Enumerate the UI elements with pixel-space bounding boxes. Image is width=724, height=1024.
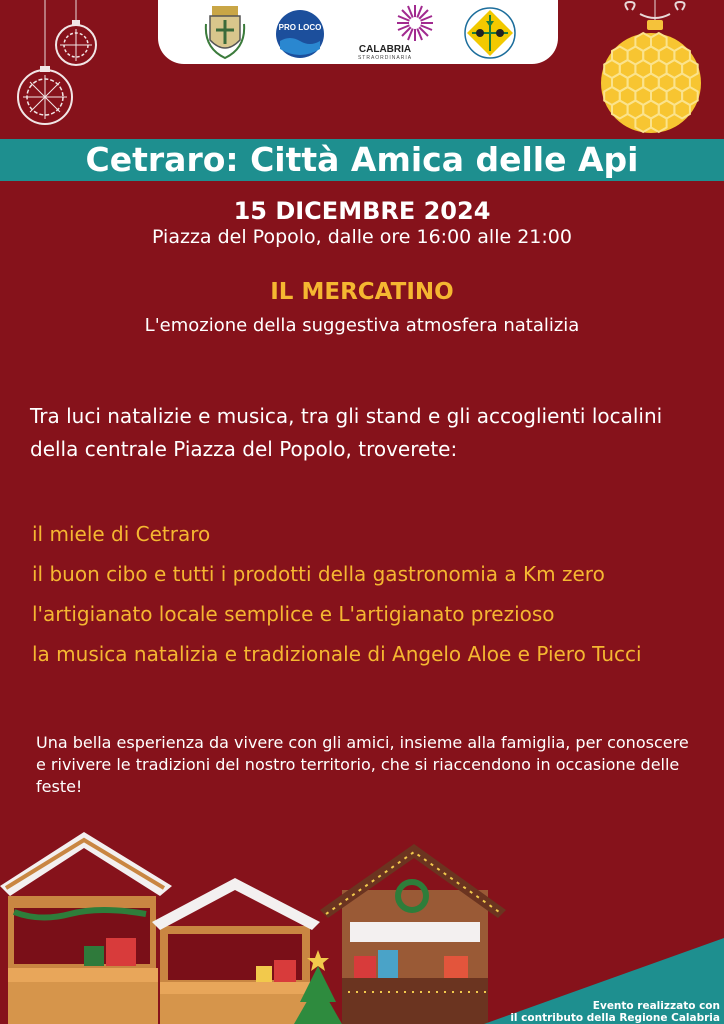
offer-list: [32, 518, 712, 678]
list-item: il miele di Cetraro: [32, 522, 211, 546]
pro-loco-logo-icon: [275, 9, 325, 59]
svg-text:PRO LOCO: PRO LOCO: [278, 23, 322, 32]
event-place: Piazza del Popolo, dalle ore 16:00 alle 21:00: [152, 226, 572, 248]
hanging-ornaments-icon: [14, 0, 104, 140]
market-stalls-illustration-icon: [0, 826, 520, 1024]
coat-of-arms-logo-icon: [204, 4, 246, 60]
intro-paragraph: Tra luci natalizie e musica, tra gli stand e gli accoglienti localini della centrale Piazza del Popolo, troverete:: [30, 404, 663, 461]
list-item: l'artigianato locale semplice e L'artigianato prezioso: [32, 602, 555, 626]
section-heading: IL MERCATINO: [270, 279, 454, 305]
event-date: 15 DICEMBRE 2024: [233, 197, 491, 225]
honeycomb-ornament-icon: [598, 0, 704, 136]
section-tagline: L'emozione della suggestiva atmosfera natalizia: [144, 315, 580, 336]
list-item: la musica natalizia e tradizionale di Angelo Aloe e Piero Tucci: [32, 642, 642, 666]
footer-line-2: il contributo della Regione Calabria: [510, 1012, 720, 1024]
calabria-label: CALABRIA: [358, 44, 412, 55]
footer-line-1: Evento realizzato con: [592, 1000, 720, 1012]
regione-calabria-logo-icon: [464, 7, 516, 59]
list-item: il buon cibo e tutti i prodotti della gastronomia a Km zero: [32, 562, 605, 586]
footer-credit: [470, 1000, 720, 1024]
closing-paragraph: Una bella esperienza da vivere con gli amici, insieme alla famiglia, per conoscere e rivivere le tradizioni del nostro territorio, che si riaccendono in occasione delle feste!: [36, 733, 689, 796]
calabria-sublabel: STRAORDINARIA: [357, 55, 413, 61]
calabria-logo-icon: [392, 2, 438, 44]
event-title: Cetraro: Città Amica delle Api: [85, 140, 639, 179]
